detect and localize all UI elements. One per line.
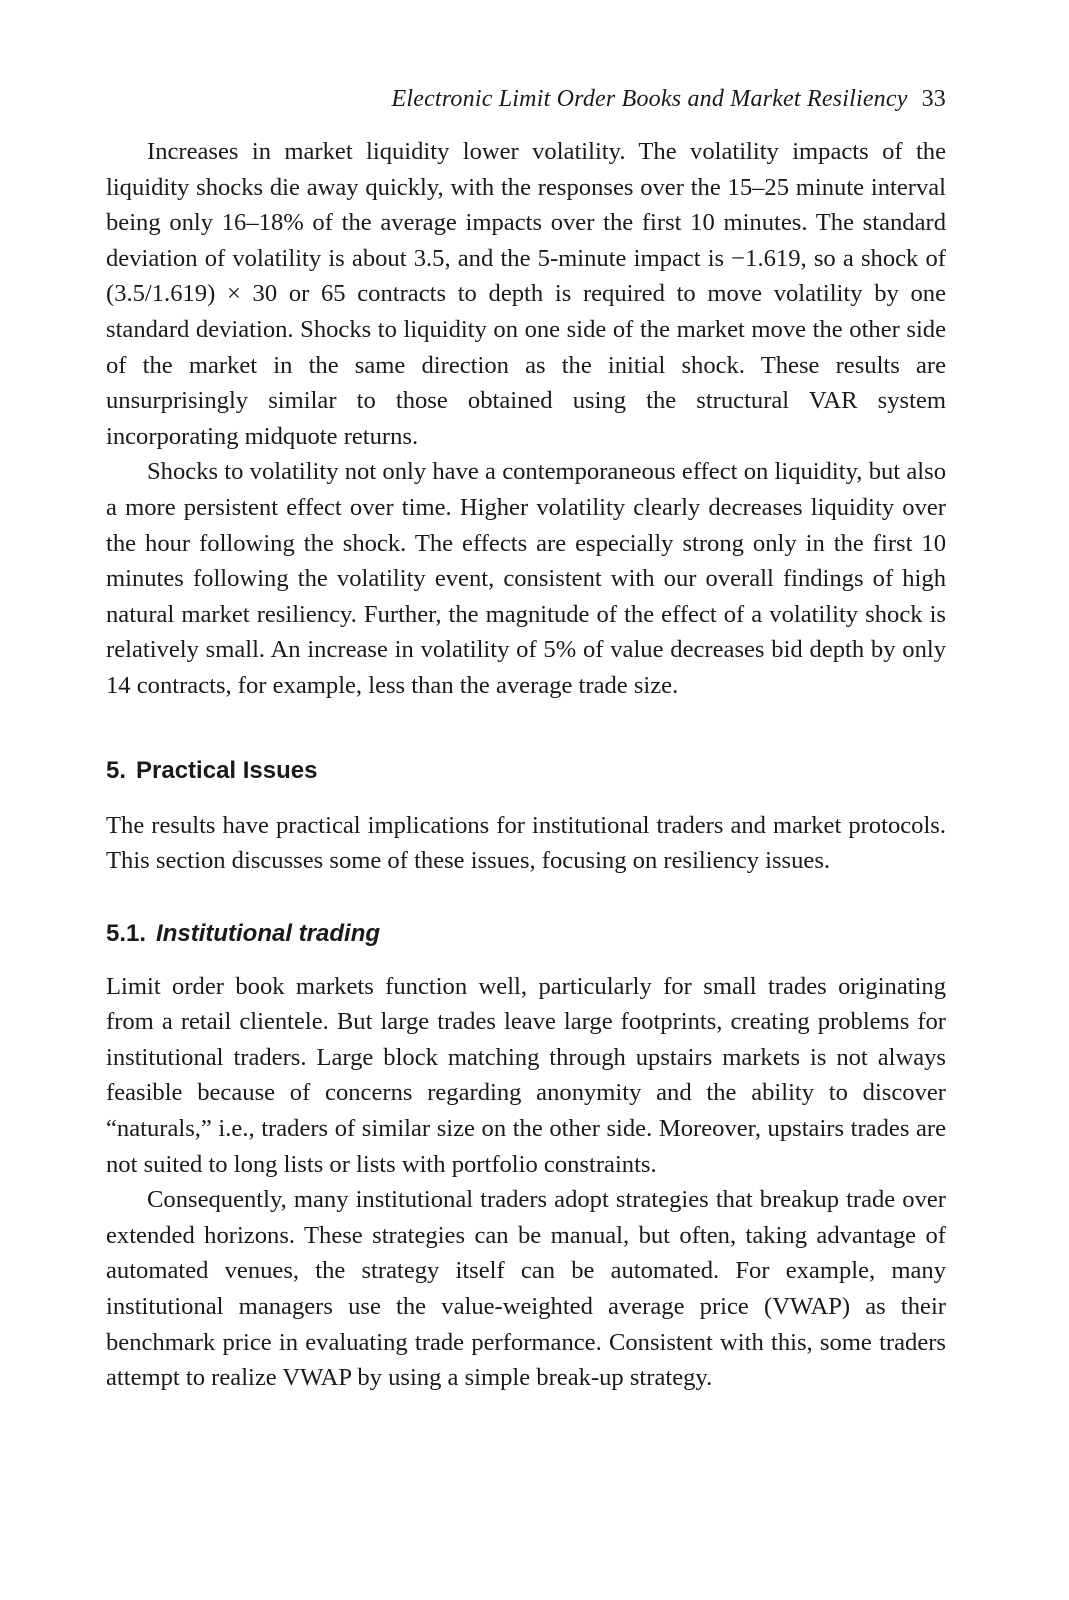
paragraph-liquidity-volatility: Increases in market liquidity lower volatility. The volatility impacts of the liquidity shocks die away quickly, with the responses over the 15–25 minute interval being only 16–18% of the average impacts over the first 10 minutes. The standard deviation of volatility is about 3.5, and the 5-minute impact is −1.619, so a shock of (3.5/1.619) × 30 or 65 contracts to depth is required to move volatility by one standard deviation. Shocks to liquidity on one side of the market move the other side of the market in the same direction as the initial shock. These results are unsurprisingly similar to those obtained using the structural VAR system incorporating midquote returns. [106,138,946,450]
subsection-title: Institutional trading [156,919,381,947]
paragraph-limit-order-book-markets: Limit order book markets function well, particularly for small trades originating from a retail clientele. But large trades leave large footprints, creating problems for institutional traders. Large block matching through upstairs markets is not always feasible because of concerns regarding anonymity and the ability to discover “naturals,” i.e., traders of similar size on the other side. Moreover, upstairs trades are not suited to long lists or lists with portfolio constraints. [106,972,946,1178]
page-number: 33 [921,86,946,112]
section-heading-practical-issues [106,756,946,786]
subsection-number: 5.1. [106,919,147,947]
section-title: Practical Issues [136,756,318,784]
running-head-title: Electronic Limit Order Books and Market Resiliency [391,86,908,112]
paragraph-break-up-strategies: Consequently, many institutional traders adopt strategies that breakup trade over extended horizons. These strategies can be manual, but often, taking advantage of automated venues, the strategy itself can be automated. For example, many institutional managers use the value-weighted average price (VWAP) as their benchmark price in evaluating trade performance. Consistent with this, some traders attempt to realize VWAP by using a simple break-up strategy. [106,1186,946,1392]
section-number: 5. [106,756,127,784]
paragraph-practical-implications: The results have practical implications for institutional traders and market protocols. This section discusses some of these issues, focusing on resiliency issues. [106,811,946,875]
paragraph-volatility-shocks: Shocks to volatility not only have a contemporaneous effect on liquidity, but also a more persistent effect over time. Higher volatility clearly decreases liquidity over the hour following the shock. The effects are especially strong only in the first 10 minutes following the volatility event, consistent with our overall findings of high natural market resiliency. Further, the magnitude of the effect of a volatility shock is relatively small. An increase in volatility of 5% of value decreases bid depth by only 14 contracts, for example, less than the average trade size. [106,458,946,699]
page [106,84,946,1396]
subsection-heading-institutional-trading [106,919,946,949]
running-head [106,84,946,114]
